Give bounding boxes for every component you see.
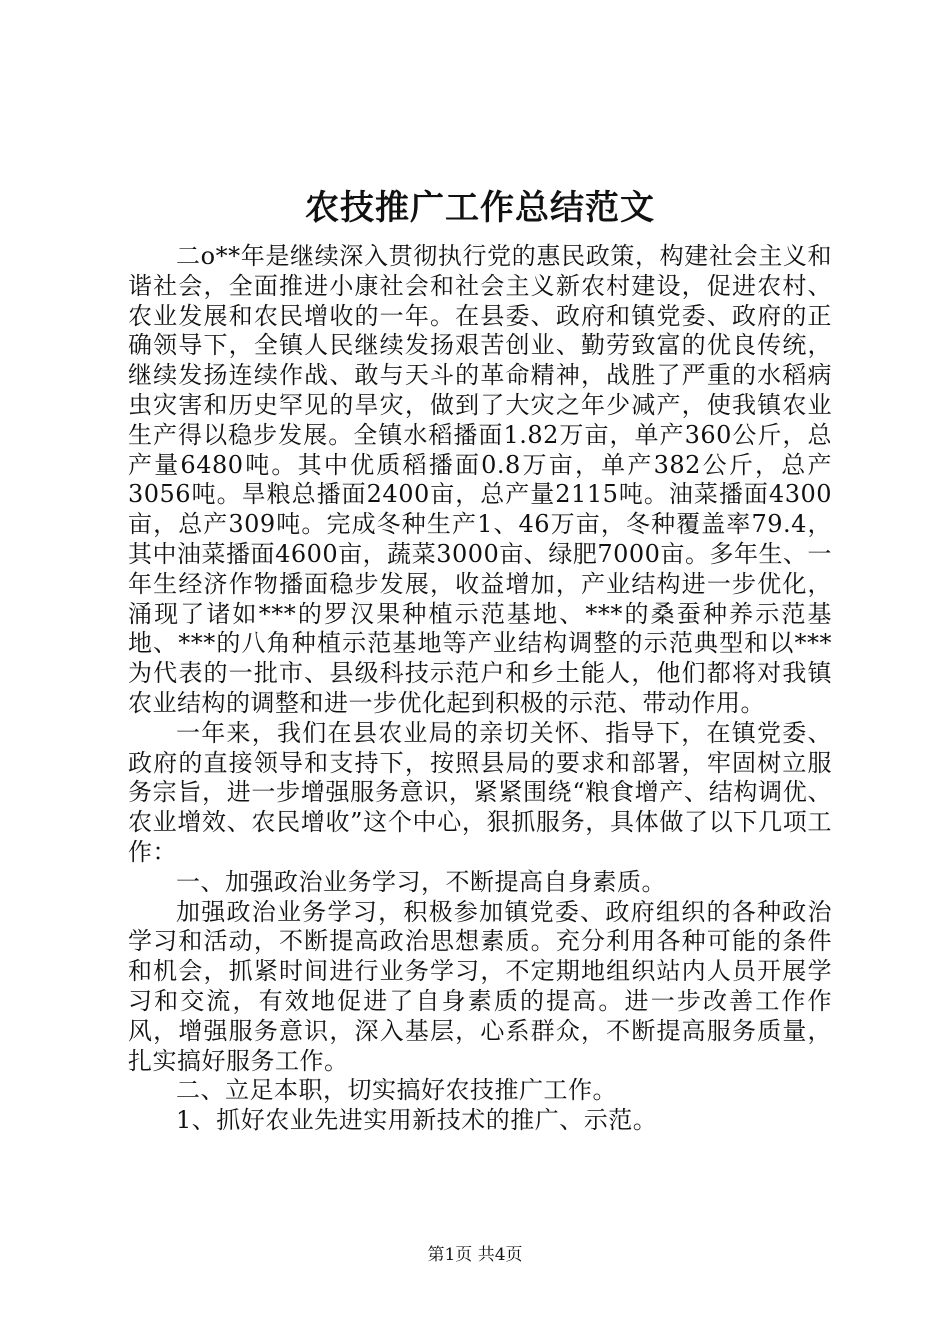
page-footer: 第1页 共4页: [427, 1245, 523, 1265]
subsection-heading-1: 1、抓好农业先进实用新技术的推广、示范。: [176, 1106, 658, 1135]
paragraph-study: 加强政治业务学习，积极参加镇党委、政府组织的各种政治学习和活动，不断提高政治思想素质。充分利用各种可能的条件和机会，抓紧时间进行业务学习，不定期地组织站内人员开展学习和交流，有效地促进了自身素质的提高。进一步改善工作作风，增强服务意识，深入基层，心系群众，不断提高服务质量，扎实搞好服务工作。: [128, 897, 832, 1075]
document-title: 农技推广工作总结范文: [305, 188, 655, 228]
paragraph-intro: 二o**年是继续深入贯彻执行党的惠民政策，构建社会主义和谐社会，全面推进小康社会和社会主义新农村建设，促进农村、农业发展和农民增收的一年。在县委、政府和镇党委、政府的正确领导下，全镇人民继续发扬艰苦创业、勤劳致富的优良传统，继续发扬连续作战、敢与天斗的革命精神，战胜了严重的水稻病虫灾害和历史罕见的旱灾，做到了大灾之年少减产，使我镇农业生产得以稳步发展。全镇水稻播面1.82万亩，单产360公斤，总产量6480吨。其中优质稻播面0.8万亩，单产382公斤，总产3056吨。旱粮总播面2400亩，总产量2115吨。油菜播面4300亩，总产309吨。完成冬种生产1、46万亩，冬种覆盖率79.4，其中油菜播面4600亩，蔬菜3000亩、绿肥7000亩。多年生、一年生经济作物播面稳步发展，收益增加，产业结构进一步优化，涌现了诸如***的罗汉果种植示范基地、***的桑蚕种养示范基地、***的八角种植示范基地等产业结构调整的示范典型和以***为代表的一批市、县级科技示范户和乡土能人，他们都将对我镇农业结构的调整和进一步优化起到积极的示范、带动作用。: [128, 242, 832, 717]
section-heading-1: 一、加强政治业务学习，不断提高自身素质。: [176, 867, 666, 896]
document-body: [128, 242, 832, 1136]
document-page: [128, 178, 832, 1136]
section-heading-2: 二、立足本职，切实搞好农技推广工作。: [176, 1076, 617, 1105]
paragraph-overview: 一年来，我们在县农业局的亲切关怀、指导下，在镇党委、政府的直接领导和支持下，按照县局的要求和部署，牢固树立服务宗旨，进一步增强服务意识，紧紧围绕“粮食增产、结构调优、农业增效、农民增收”这个中心，狠抓服务，具体做了以下几项工作：: [128, 718, 832, 866]
